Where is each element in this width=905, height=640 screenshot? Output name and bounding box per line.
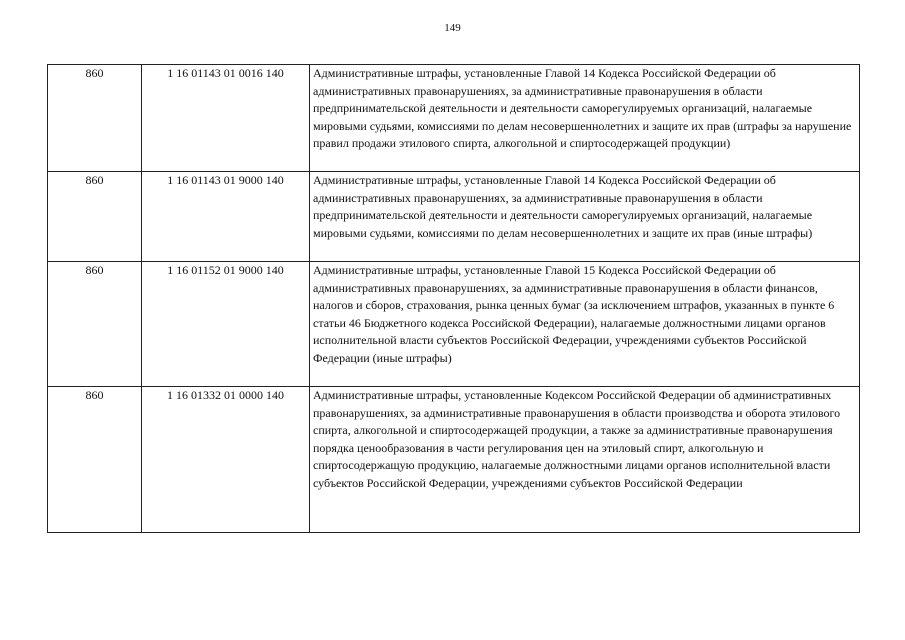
budget-code-cell: 1 16 01143 01 9000 140 [142, 172, 310, 262]
table-row [48, 262, 860, 387]
budget-code-cell: 1 16 01332 01 0000 140 [142, 387, 310, 533]
page-number: 149 [444, 22, 461, 34]
admin-code-cell: 860 [48, 262, 142, 387]
table-row [48, 387, 860, 533]
table-row [48, 65, 860, 172]
budget-code-cell: 1 16 01143 01 0016 140 [142, 65, 310, 172]
admin-code-cell: 860 [48, 387, 142, 533]
description-cell: Административные штрафы, установленные Главой 14 Кодекса Российской Федерации об административных правонарушениях, за административные правонарушения в области предпринимательской деятельности и деятельности саморегулируемых организаций, налагаемые мировыми судьями, комиссиями по делам несовершеннолетних и защите их прав (штрафы за нарушение правил продажи этилового спирта, алкогольной и спиртосодержащей продукции) [310, 65, 860, 172]
admin-code-cell: 860 [48, 65, 142, 172]
budget-codes-table [47, 64, 860, 533]
budget-code-cell: 1 16 01152 01 9000 140 [142, 262, 310, 387]
admin-code-cell: 860 [48, 172, 142, 262]
description-cell: Административные штрафы, установленные Главой 15 Кодекса Российской Федерации об административных правонарушениях, за административные правонарушения в области финансов, налогов и сборов, страхования, рынка ценных бумаг (за исключением штрафов, указанных в пункте 6 статьи 46 Бюджетного кодекса Российской Федерации), налагаемые должностными лицами органов исполнительной власти субъектов Российской Федерации, учреждениями субъектов Российской Федерации (иные штрафы) [310, 262, 860, 387]
description-cell: Административные штрафы, установленные Главой 14 Кодекса Российской Федерации об административных правонарушениях, за административные правонарушения в области предпринимательской деятельности и деятельности саморегулируемых организаций, налагаемые мировыми судьями, комиссиями по делам несовершеннолетних и защите их прав (иные штрафы) [310, 172, 860, 262]
table-row [48, 172, 860, 262]
description-cell: Административные штрафы, установленные Кодексом Российской Федерации об административных правонарушениях, за административные правонарушения в области производства и оборота этилового спирта, алкогольной и спиртосодержащей продукции, а также за административные правонарушения порядка ценообразования в части регулирования цен на этиловый спирт, алкогольную и спиртосодержащую продукцию, налагаемые должностными лицами органов исполнительной власти субъектов Российской Федерации, учреждениями субъектов Российской Федерации [310, 387, 860, 533]
